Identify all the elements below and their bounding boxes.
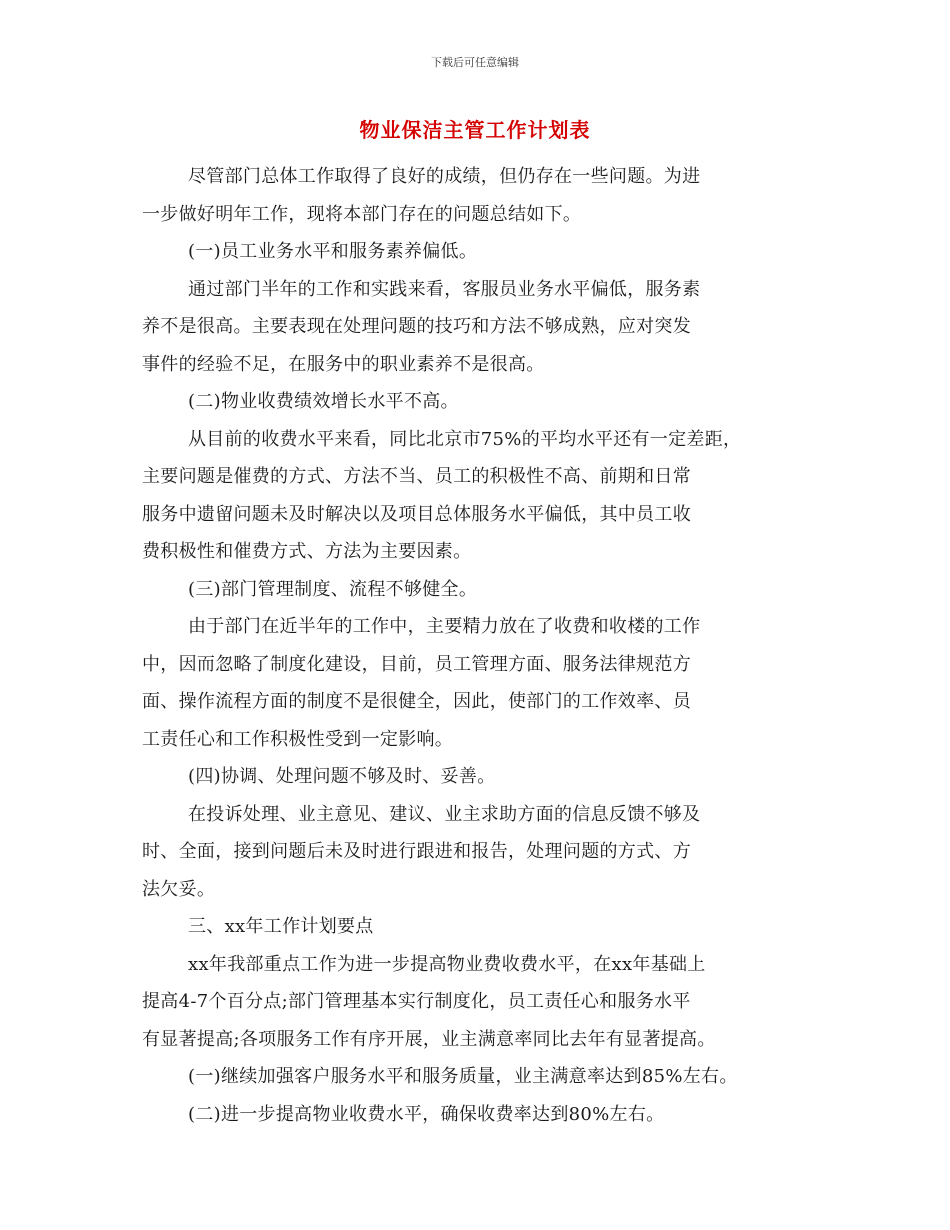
body-line: 工责任心和工作积极性受到一定影响。 bbox=[142, 728, 454, 750]
body-line: (一)继续加强客户服务水平和服务质量，业主满意率达到85%左右。 bbox=[188, 1066, 738, 1087]
body-line: 提高4-7个百分点;部门管理基本实行制度化，员工责任心和服务水平 bbox=[142, 991, 691, 1012]
body-line: 由于部门在近半年的工作中，主要精力放在了收费和收楼的工作 bbox=[188, 616, 701, 637]
body-line: 服务中遗留问题未及时解决以及项目总体服务水平偏低，其中员工收 bbox=[142, 503, 691, 525]
body-line: 法欠妥。 bbox=[142, 878, 216, 900]
body-line: 从目前的收费水平来看，同比北京市75%的平均水平还有一定差距， bbox=[188, 428, 742, 450]
body-line: (四)协调、处理问题不够及时、妥善。 bbox=[188, 766, 496, 787]
body-line: 一步做好明年工作，现将本部门存在的问题总结如下。 bbox=[142, 203, 582, 225]
document-body bbox=[142, 158, 832, 1133]
body-line: 在投诉处理、业主意见、建议、业主求助方面的信息反馈不够及 bbox=[188, 803, 701, 825]
header-note: 下载后可任意编辑 bbox=[431, 56, 519, 69]
body-line: 费积极性和催费方式、方法为主要因素。 bbox=[142, 541, 472, 562]
body-line: 面、操作流程方面的制度不是很健全，因此，使部门的工作效率、员 bbox=[142, 691, 691, 712]
body-line: 事件的经验不足，在服务中的职业素养不是很高。 bbox=[142, 353, 545, 375]
body-line: (二)物业收费绩效增长水平不高。 bbox=[188, 391, 459, 412]
body-line: 通过部门半年的工作和实践来看，客服员业务水平偏低，服务素 bbox=[188, 278, 701, 300]
document-title: 物业保洁主管工作计划表 bbox=[359, 118, 591, 142]
body-line: 养不是很高。主要表现在处理问题的技巧和方法不够成熟，应对突发 bbox=[142, 316, 691, 337]
body-line: (一)员工业务水平和服务素养偏低。 bbox=[188, 241, 478, 262]
body-line: 三、xx年工作计划要点 bbox=[188, 916, 374, 937]
body-line: 主要问题是催费的方式、方法不当、员工的积极性不高、前期和日常 bbox=[142, 466, 691, 487]
body-line: xx年我部重点工作为进一步提高物业费收费水平，在xx年基础上 bbox=[188, 953, 706, 975]
body-line: (三)部门管理制度、流程不够健全。 bbox=[188, 578, 478, 600]
body-line: 尽管部门总体工作取得了良好的成绩，但仍存在一些问题。为进 bbox=[188, 166, 701, 187]
body-line: 时、全面，接到问题后未及时进行跟进和报告，处理问题的方式、方 bbox=[142, 841, 691, 862]
body-line: 有显著提高;各项服务工作有序开展，业主满意率同比去年有显著提高。 bbox=[142, 1028, 716, 1050]
body-line: (二)进一步提高物业收费水平，确保收费率达到80%左右。 bbox=[188, 1103, 665, 1125]
body-line: 中，因而忽略了制度化建设，目前，员工管理方面、服务法律规范方 bbox=[142, 653, 691, 675]
